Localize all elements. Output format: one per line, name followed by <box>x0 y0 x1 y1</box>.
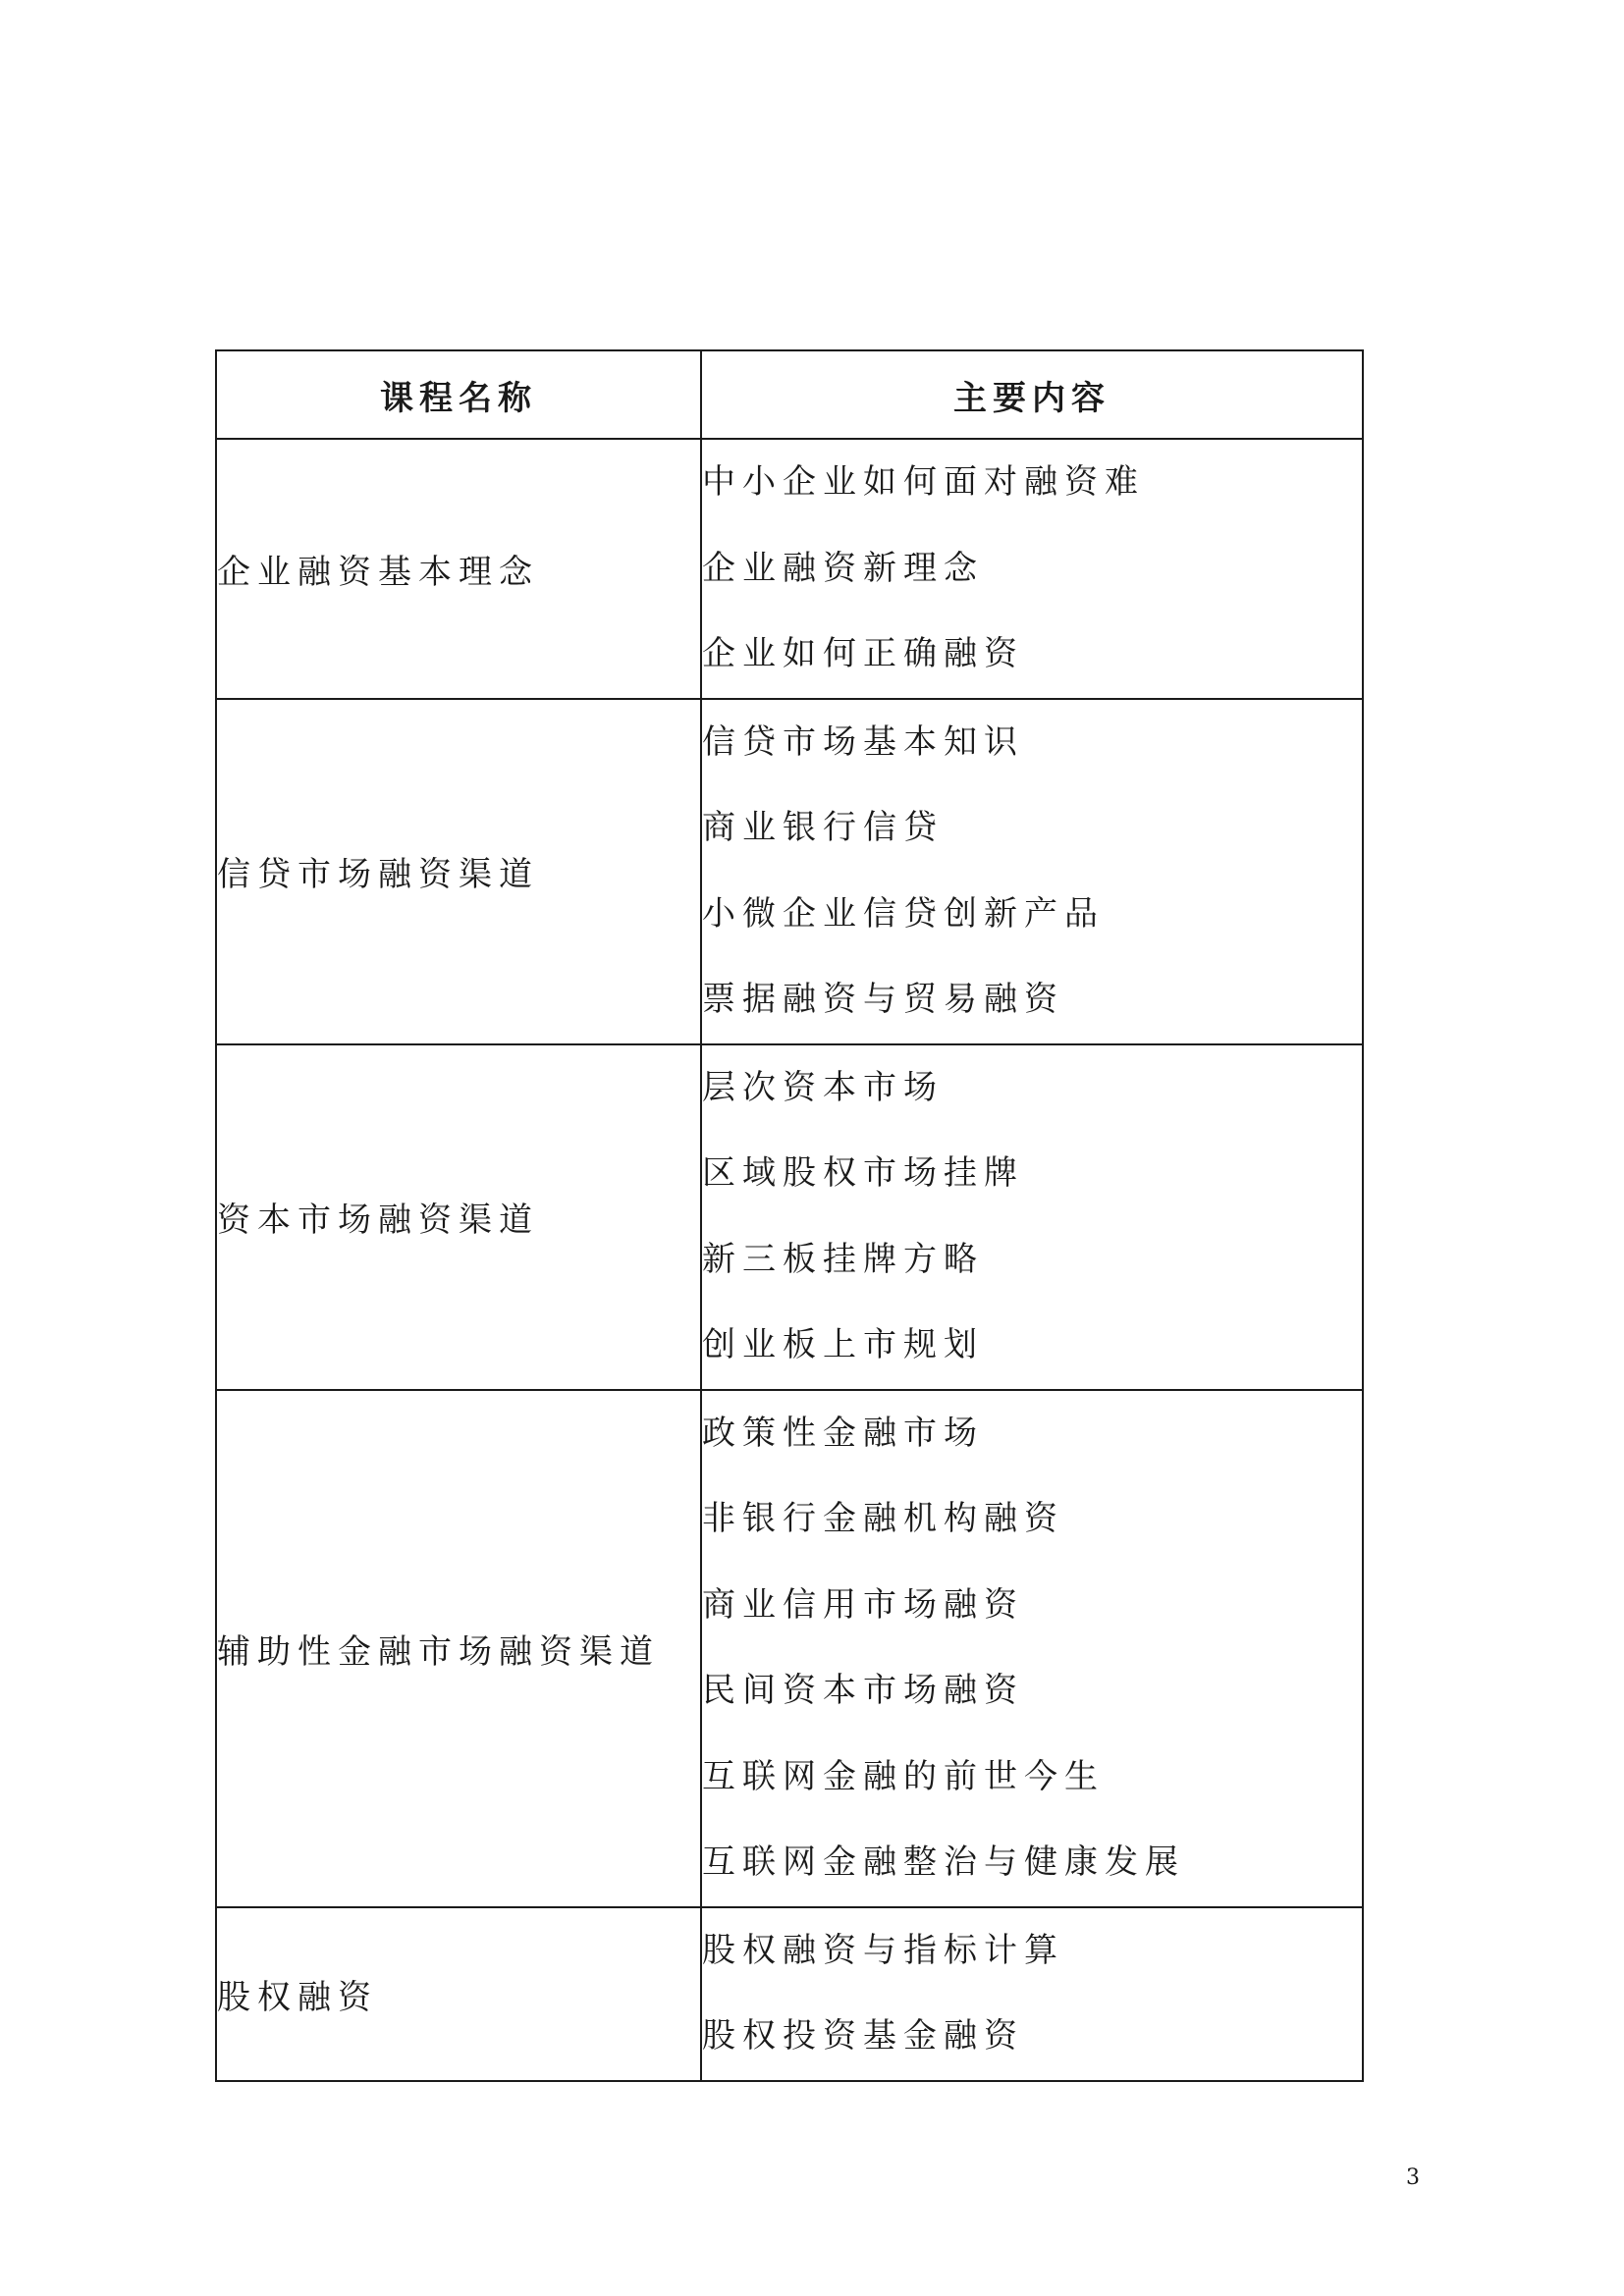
course-contents-cell <box>701 1907 1363 2081</box>
header-main-content: 主要内容 <box>701 350 1363 439</box>
course-name-cell: 信贷市场融资渠道 <box>216 699 701 1044</box>
course-contents-cell <box>701 699 1363 1044</box>
course-contents-cell <box>701 439 1363 699</box>
table-header-row <box>216 350 1363 439</box>
content-item: 互联网金融的前世今生 <box>702 1756 1105 1796</box>
content-item: 商业银行信贷 <box>702 808 944 847</box>
table-row <box>216 1907 1363 2081</box>
table-row <box>216 1044 1363 1390</box>
content-item: 信贷市场基本知识 <box>702 721 1024 762</box>
header-course-name: 课程名称 <box>216 350 701 439</box>
content-item: 企业融资新理念 <box>702 548 984 588</box>
course-table <box>215 349 1364 2082</box>
course-contents-cell <box>701 1044 1363 1390</box>
content-item: 创业板上市规划 <box>702 1325 984 1364</box>
table-row <box>216 439 1363 699</box>
content-item: 商业信用市场融资 <box>702 1584 1024 1625</box>
content-item: 新三板挂牌方略 <box>702 1239 984 1279</box>
content-item: 票据融资与贸易融资 <box>702 980 1064 1019</box>
content-item: 中小企业如何面对融资难 <box>702 462 1145 502</box>
table-row <box>216 1390 1363 1907</box>
content-item: 民间资本市场融资 <box>702 1671 1024 1710</box>
content-item: 股权融资与指标计算 <box>702 1930 1064 1970</box>
content-item: 企业如何正确融资 <box>702 634 1024 673</box>
course-name-cell: 辅助性金融市场融资渠道 <box>216 1390 701 1907</box>
course-name-cell: 企业融资基本理念 <box>216 439 701 699</box>
content-item: 层次资本市场 <box>702 1067 944 1107</box>
content-item: 小微企业信贷创新产品 <box>702 893 1105 934</box>
course-contents-cell <box>701 1390 1363 1907</box>
content-item: 政策性金融市场 <box>702 1413 984 1453</box>
course-name-cell: 资本市场融资渠道 <box>216 1044 701 1390</box>
page-number: 3 <box>1406 2165 1420 2190</box>
content-item: 股权投资基金融资 <box>702 2016 1024 2056</box>
content-item: 区域股权市场挂牌 <box>702 1153 1024 1193</box>
content-item: 非银行金融机构融资 <box>702 1499 1064 1538</box>
table-row <box>216 699 1363 1044</box>
course-name-cell: 股权融资 <box>216 1907 701 2081</box>
content-item: 互联网金融整治与健康发展 <box>702 1842 1185 1882</box>
